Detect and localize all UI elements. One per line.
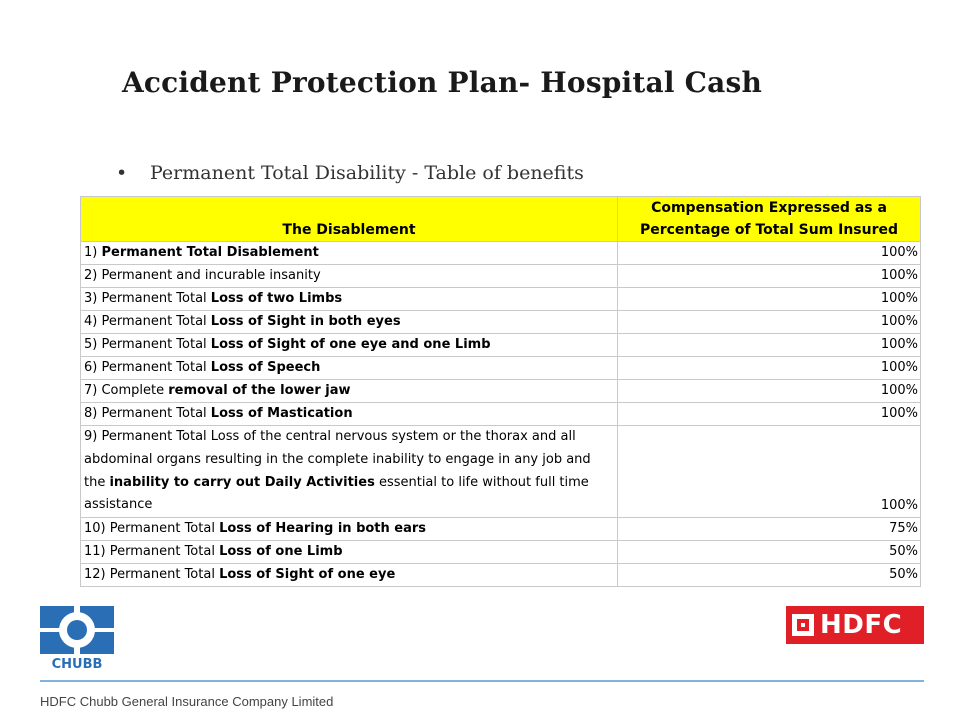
header-compensation-line2: Percentage of Total Sum Insured <box>639 222 899 238</box>
disablement-cell: 6) Permanent Total Loss of Speech <box>81 357 618 380</box>
hdfc-logo <box>786 606 924 644</box>
table-row <box>81 334 921 357</box>
table-row <box>81 426 921 518</box>
disablement-cell: 2) Permanent and incurable insanity <box>81 265 618 288</box>
disablement-cell: 4) Permanent Total Loss of Sight in both eyes <box>81 311 618 334</box>
slide-title: Accident Protection Plan- Hospital Cash <box>122 66 763 99</box>
percentage-cell: 100% <box>618 311 921 334</box>
percentage-cell: 100% <box>618 242 921 265</box>
chubb-logo <box>40 606 114 670</box>
disablement-cell: 7) Complete removal of the lower jaw <box>81 380 618 403</box>
percentage-cell: 100% <box>618 334 921 357</box>
percentage-cell: 100% <box>618 265 921 288</box>
table-header-row <box>81 197 921 242</box>
hdfc-logo-text: HDFC <box>820 610 903 640</box>
disablement-cell: 8) Permanent Total Loss of Mastication <box>81 403 618 426</box>
chubb-logo-text: CHUBB <box>51 657 103 670</box>
percentage-cell: 100% <box>618 288 921 311</box>
footer-divider <box>40 680 924 682</box>
percentage-cell: 75% <box>618 518 921 541</box>
table-row <box>81 265 921 288</box>
disablement-cell: 5) Permanent Total Loss of Sight of one eye and one Limb <box>81 334 618 357</box>
bullet-text: Permanent Total Disability - Table of benefits <box>150 162 584 184</box>
percentage-cell: 50% <box>618 564 921 587</box>
table-row <box>81 288 921 311</box>
percentage-cell: 100% <box>618 357 921 380</box>
table-row <box>81 357 921 380</box>
table-row <box>81 541 921 564</box>
table-row <box>81 518 921 541</box>
bullet-icon: • <box>116 162 128 184</box>
header-compensation-line1: Compensation Expressed as a <box>651 200 887 216</box>
percentage-cell: 100% <box>618 426 921 518</box>
bullet-item <box>116 162 584 184</box>
disablement-cell: 12) Permanent Total Loss of Sight of one eye <box>81 564 618 587</box>
table-row <box>81 242 921 265</box>
disablement-cell: 1) Permanent Total Disablement <box>81 242 618 265</box>
disablement-cell: 9) Permanent Total Loss of the central nervous system or the thorax and all abdominal organs resulting in the complete inability to engage in any job and the inability to carry out Daily Activities essential to life without full time assistance <box>81 426 618 518</box>
percentage-cell: 100% <box>618 380 921 403</box>
header-disablement: The Disablement <box>81 197 618 242</box>
percentage-cell: 50% <box>618 541 921 564</box>
hdfc-mark-icon <box>792 614 814 636</box>
disablement-cell: 10) Permanent Total Loss of Hearing in both ears <box>81 518 618 541</box>
header-compensation <box>618 197 921 242</box>
table-row <box>81 311 921 334</box>
footer-company-name: HDFC Chubb General Insurance Company Limited <box>40 694 334 709</box>
percentage-cell: 100% <box>618 403 921 426</box>
benefits-table <box>80 196 921 587</box>
disablement-cell: 11) Permanent Total Loss of one Limb <box>81 541 618 564</box>
table-row <box>81 380 921 403</box>
table-row <box>81 403 921 426</box>
table-row <box>81 564 921 587</box>
disablement-cell: 3) Permanent Total Loss of two Limbs <box>81 288 618 311</box>
